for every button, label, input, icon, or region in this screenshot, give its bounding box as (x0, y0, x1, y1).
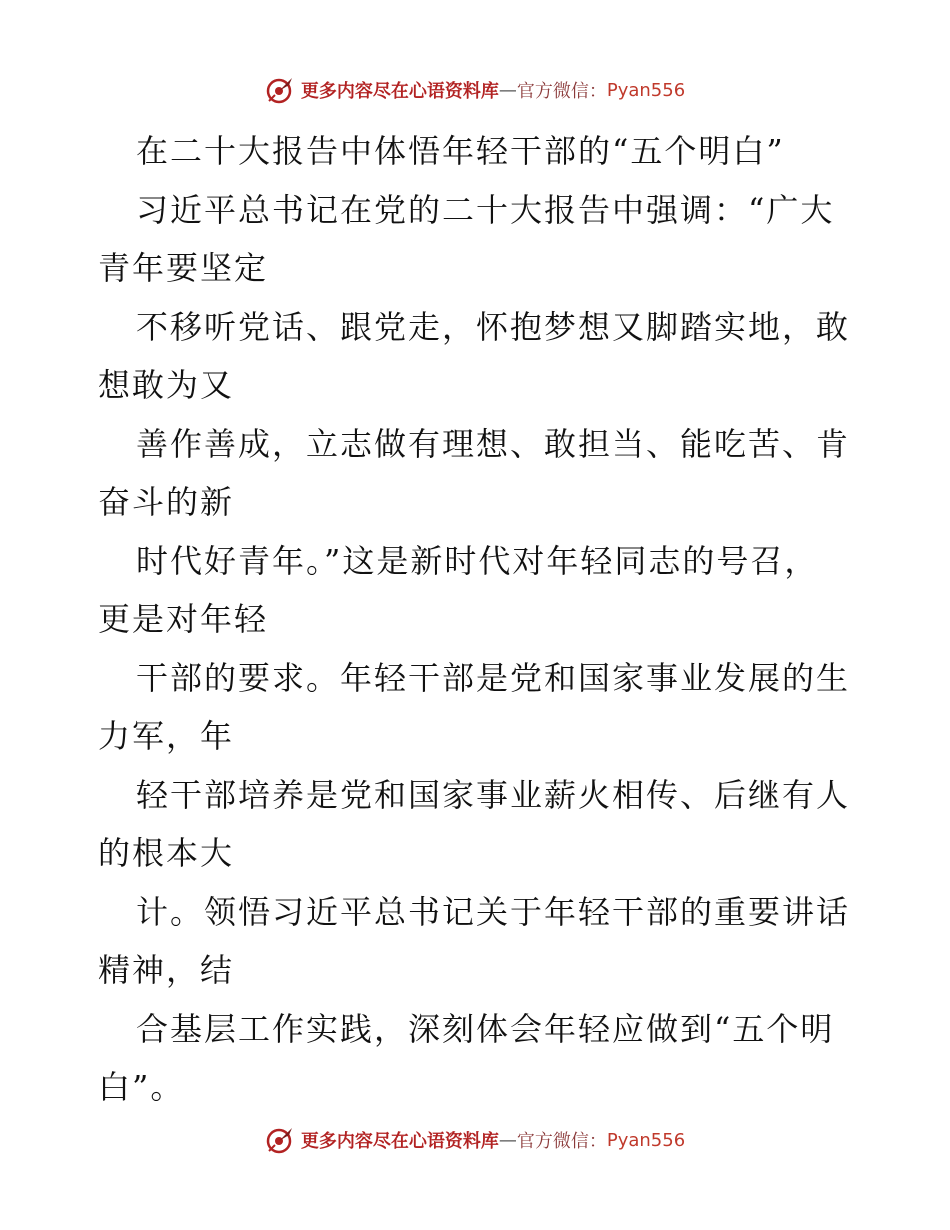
document-line: 不移听党话、跟党走，怀抱梦想又脚踏实地，敢 (136, 307, 851, 346)
document-line: 青年要坚定 (98, 249, 269, 287)
document-line: 奋斗的新 (98, 483, 235, 521)
document-line: 想敢为又 (98, 366, 235, 404)
document-body (98, 122, 858, 1117)
footer-watermark-banner (0, 1120, 950, 1160)
banner-wechat-label: 官方微信： (516, 81, 607, 102)
banner-main-text: 更多内容尽在心语资料库 (300, 81, 499, 102)
document-line: 更是对年轻 (98, 600, 269, 638)
document-line: 干部的要求。年轻干部是党和国家事业发展的生 (136, 658, 851, 697)
document-line: 精神，结 (98, 951, 235, 989)
quill-pen-circle-icon (265, 75, 295, 105)
banner-dash: — (498, 79, 517, 101)
document-line: 白”。 (98, 1068, 185, 1106)
document-line: 习近平总书记在党的二十大报告中强调：“广大 (136, 190, 835, 229)
banner-wechat-id: Pyan556 (606, 79, 686, 101)
document-title: 在二十大报告中体悟年轻干部的“五个明白” (136, 132, 785, 170)
banner-dash: — (498, 1129, 517, 1151)
document-line: 时代好青年。”这是新时代对年轻同志的号召， (136, 541, 819, 580)
banner-wechat-label: 官方微信： (516, 1131, 607, 1152)
document-line: 计。领悟习近平总书记关于年轻干部的重要讲话 (136, 892, 851, 931)
document-line: 合基层工作实践，深刻体会年轻应做到“五个明 (136, 1009, 835, 1048)
banner-wechat-id: Pyan556 (606, 1129, 686, 1151)
document-line: 力军，年 (98, 717, 235, 755)
document-line: 善作善成，立志做有理想、敢担当、能吃苦、肯 (136, 424, 851, 463)
quill-pen-circle-icon (265, 1125, 295, 1155)
document-line: 轻干部培养是党和国家事业薪火相传、后继有人 (136, 775, 851, 814)
header-watermark-banner (0, 70, 950, 110)
banner-main-text: 更多内容尽在心语资料库 (300, 1131, 499, 1152)
document-line: 的根本大 (98, 834, 235, 872)
